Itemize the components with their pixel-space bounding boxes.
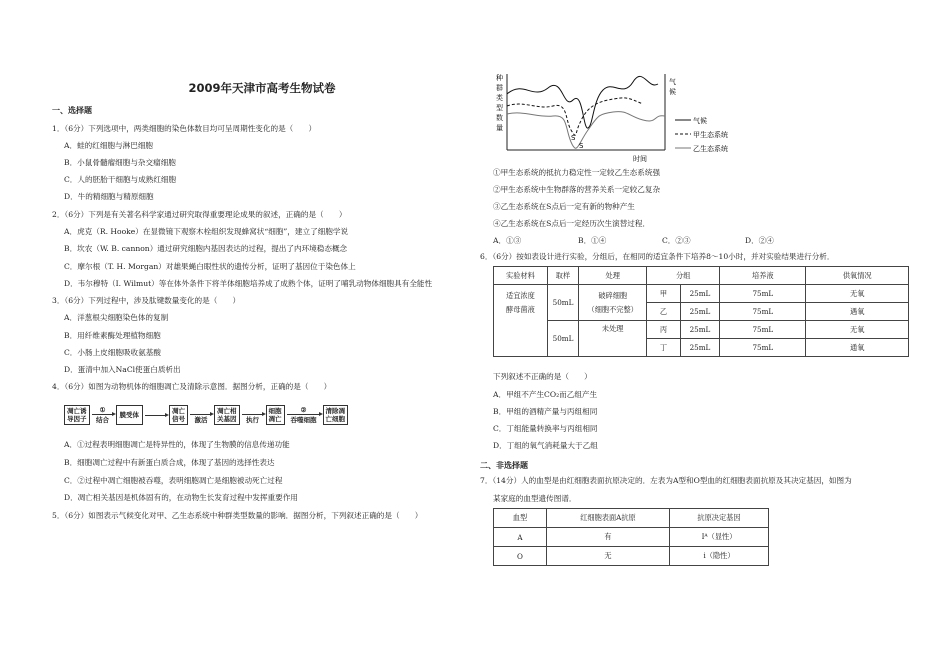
q3-stem: 3．（6分）下列过程中，涉及肽键数量变化的是（ ） — [52, 296, 241, 305]
q3-option-b: B．用纤维素酶处理植物细胞 — [64, 331, 161, 340]
cell-volume: 25mL — [680, 321, 720, 339]
cell-volume: 25mL — [680, 339, 720, 357]
q4-option-c: C．②过程中凋亡细胞被吞噬，表明细胞凋亡是细胞被动死亡过程 — [64, 476, 283, 485]
q1-stem: 1．（6分）下列选项中，两类细胞的染色体数目均可呈周期性变化的是（ ） — [52, 124, 317, 133]
header-antigen: 红细胞表面A抗原 — [547, 509, 670, 528]
cell-medium: 75mL — [720, 321, 806, 339]
cell-blood-type: O — [494, 547, 547, 566]
page-title: 2009年天津市高考生物试卷 — [188, 81, 336, 95]
climate-line — [507, 76, 658, 128]
cell-group: 丙 — [647, 321, 680, 339]
q5-option-d: D．②④ — [745, 236, 774, 245]
apoptosis-flow-diagram — [64, 402, 348, 428]
legend-eco-a-label: 甲生态系统 — [693, 131, 728, 139]
table-header-row — [494, 267, 909, 285]
q6-option-c: C．丁组能量转换率与丙组相同 — [493, 424, 598, 433]
header-oxygen: 供氧情况 — [806, 267, 909, 285]
cell-group: 乙 — [647, 303, 680, 321]
q7-blood-type-table — [493, 508, 769, 566]
header-material: 实验材料 — [494, 267, 548, 285]
q4-option-d: D．凋亡相关基因是机体固有的，在动物生长发育过程中发挥重要作用 — [64, 493, 298, 502]
flow-arrow-5: ② 吞噬细胞 — [285, 406, 323, 424]
flow-arrow-1: ① 结合 — [90, 406, 116, 424]
cell-group: 甲 — [647, 285, 680, 303]
flow-box-clearance: 清除凋 亡细胞 — [323, 405, 349, 425]
q2-stem: 2．（6分）下列是有关著名科学家通过研究取得重要理论成果的叙述，正确的是（ ） — [52, 210, 347, 219]
q3-option-d: D．蛋清中加入NaCl使蛋白质析出 — [64, 365, 181, 374]
q1-option-c: C．人的胚胎干细胞与成熟红细胞 — [64, 175, 177, 184]
flow-box-inducer: 凋亡诱 导因子 — [64, 405, 90, 425]
section-choice: 一、选择题 — [52, 106, 92, 115]
flow-arrow-4: 执行 — [240, 406, 266, 424]
q1-option-d: D．牛的精细胞与精原细胞 — [64, 192, 154, 201]
q7-stem-2: 某家庭的血型遗传图谱． — [493, 494, 577, 503]
q5-item-2: ②甲生态系统中生物群落的营养关系一定较乙复杂 — [493, 185, 661, 194]
graph-ylabel-3: 类 — [496, 94, 503, 102]
cell-treatment-1: 破碎细胞 （细胞不完整） — [579, 285, 647, 321]
graph-s-point-1: S — [571, 134, 576, 142]
q3-option-c: C．小肠上皮细胞吸收氨基酸 — [64, 348, 161, 357]
table-row — [494, 547, 769, 566]
q1-option-a: A．蛙的红细胞与淋巴细胞 — [64, 141, 154, 150]
q6-option-b: B．甲组的酒精产量与丙组相同 — [493, 407, 598, 416]
q5-option-b: B．①④ — [578, 236, 607, 245]
section-nonchoice: 二、非选择题 — [480, 461, 528, 470]
q2-option-b: B．坎农（W. B. cannon）通过研究细胞内基因表达的过程，提出了内环境稳态概念 — [64, 244, 348, 253]
cell-sample-2: 50mL — [547, 321, 578, 357]
legend-eco-b-label: 乙生态系统 — [693, 145, 728, 153]
header-group: 分组 — [647, 267, 720, 285]
header-gene: 抗原决定基因 — [670, 509, 769, 528]
cell-volume: 25mL — [680, 285, 720, 303]
cell-antigen: 有 — [547, 528, 670, 547]
header-treatment: 处理 — [579, 267, 647, 285]
cell-sample-1: 50mL — [547, 285, 578, 321]
q2-option-d: D．韦尔穆特（I. Wilmut）等在体外条件下将羊体细胞培养成了成熟个体，证明了哺乳动物体细胞具有全能性 — [64, 279, 433, 288]
q1-option-b: B．小鼠骨髓瘤细胞与杂交瘤细胞 — [64, 158, 176, 167]
q7-stem-1: 7．（14分）人的血型是由红细胞表面抗原决定的．左表为A型和O型血的红细胞表面抗原及其决定基因，如图为 — [480, 476, 852, 485]
q5-option-a: A．①③ — [493, 236, 522, 245]
q6-option-d: D．丁组的氧气消耗量大于乙组 — [493, 441, 598, 450]
cell-material-empty — [494, 321, 548, 357]
cell-oxygen: 通氧 — [806, 339, 909, 357]
q4-option-b: B．细胞凋亡过程中有新蛋白质合成，体现了基因的选择性表达 — [64, 458, 275, 467]
graph-rlabel-1: 气 — [669, 78, 676, 86]
graph-s-point-2: S — [579, 142, 584, 150]
q3-option-a: A．洋葱根尖细胞染色体的复制 — [64, 313, 169, 322]
flow-box-signal: 凋亡 信号 — [169, 405, 188, 425]
graph-ylabel-1: 种 — [496, 74, 503, 82]
cell-medium: 75mL — [720, 339, 806, 357]
q5-item-4: ④乙生态系统在S点后一定经历次生演替过程． — [493, 219, 651, 228]
graph-ylabel-4: 型 — [496, 104, 503, 112]
q4-option-a: A．①过程表明细胞凋亡是特异性的，体现了生物膜的信息传递功能 — [64, 440, 290, 449]
q6-stem: 6．（6分）按如表设计进行实验，分组后，在相同的适宜条件下培养8～10小时，并对实验结果进行分析． — [480, 252, 835, 261]
q2-option-c: C．摩尔根（T. H. Morgan）对雄果蝇白眼性状的遗传分析，证明了基因位于染色体上 — [64, 262, 356, 271]
q6-option-a: A．甲组不产生CO₂而乙组产生 — [493, 390, 598, 399]
q5-ecosystem-graph — [493, 70, 753, 165]
flow-box-apoptosis: 细胞 凋亡 — [266, 405, 285, 425]
cell-gene: i（隐性） — [670, 547, 769, 566]
header-medium: 培养液 — [720, 267, 806, 285]
cell-blood-type: A — [494, 528, 547, 547]
cell-gene: Iᴬ（显性） — [670, 528, 769, 547]
header-sample: 取样 — [547, 267, 578, 285]
cell-group: 丁 — [647, 339, 680, 357]
q5-item-3: ③乙生态系统在S点后一定有新的物种产生 — [493, 202, 635, 211]
cell-treatment-2: 未处理 — [579, 321, 647, 357]
cell-medium: 75mL — [720, 285, 806, 303]
graph-ylabel-5: 数 — [496, 114, 503, 122]
cell-volume: 25mL — [680, 303, 720, 321]
graph-xlabel: 时间 — [633, 155, 647, 163]
flow-arrow-2 — [143, 407, 169, 424]
table-header-row — [494, 509, 769, 528]
cell-antigen: 无 — [547, 547, 670, 566]
header-blood-type: 血型 — [494, 509, 547, 528]
cell-oxygen: 遇氧 — [806, 303, 909, 321]
q6-experiment-table — [493, 266, 909, 357]
cell-material: 适宜浓度 酵母菌液 — [494, 285, 548, 321]
flow-box-receptor: 膜受体 — [116, 405, 144, 425]
table-row — [494, 285, 909, 303]
graph-rlabel-2: 候 — [669, 88, 676, 96]
table-row — [494, 321, 909, 339]
eco-a-line — [507, 98, 643, 135]
cell-oxygen: 无氧 — [806, 321, 909, 339]
table-row — [494, 528, 769, 547]
graph-ylabel-2: 群 — [496, 84, 503, 92]
legend-climate-label: 气候 — [693, 117, 707, 125]
eco-b-line — [507, 112, 665, 149]
q5-option-c: C．②③ — [662, 236, 691, 245]
q5-item-1: ①甲生态系统的抵抗力稳定性一定较乙生态系统强 — [493, 168, 661, 177]
graph-ylabel-6: 量 — [496, 124, 503, 132]
flow-arrow-3: 激活 — [188, 406, 214, 424]
cell-oxygen: 无氧 — [806, 285, 909, 303]
q2-option-a: A．虎克（R. Hooke）在显微镜下观察木栓组织发现蜂窝状“细胞”，建立了细胞学说 — [64, 227, 349, 236]
cell-medium: 75mL — [720, 303, 806, 321]
q5-stem: 5．（6分）如图表示气候变化对甲、乙生态系统中种群类型数量的影响．据图分析，下列叙述正确的是（ ） — [52, 511, 423, 520]
q6-question: 下列叙述不正确的是（ ） — [493, 372, 592, 381]
flow-box-genes: 凋亡相 关基因 — [214, 405, 240, 425]
q4-stem: 4．（6分）如图为动物机体的细胞凋亡及清除示意图．据图分析，正确的是（ ） — [52, 382, 332, 391]
